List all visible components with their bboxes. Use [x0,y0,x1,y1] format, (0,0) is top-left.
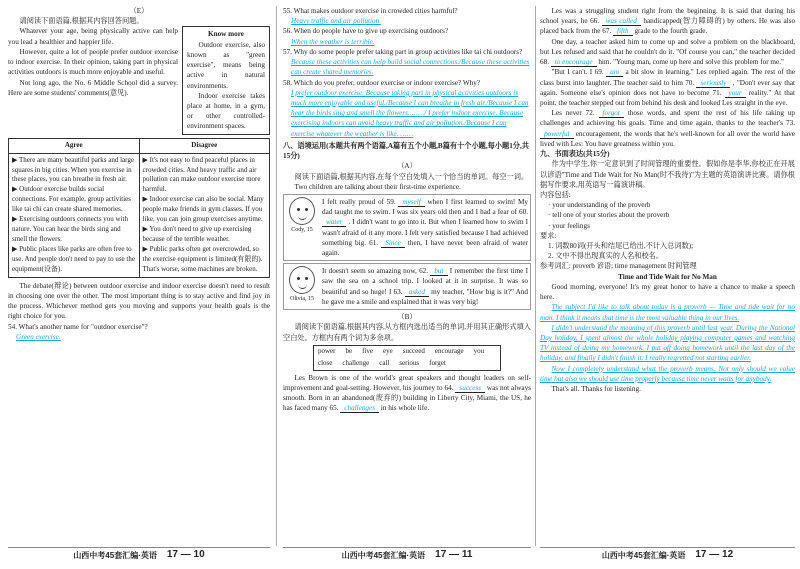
story-text: grade to the fourth grade. [634,27,708,36]
story-text: I remember the first time I saw the sea on a school trip. I looked at it in surprise. It was so beautiful and so huge! I 63. [322,267,529,296]
page-footer [8,547,270,563]
blank-70[interactable]: seriously [696,79,730,88]
agree-item: ▶ Outdoor exercise builds social connections. For example, group activities like tai chi can create shared memories. [12,185,131,214]
word-bank-item: five [362,346,373,355]
agree-item: ▶ Exercising outdoors connects you with nature. You can hear the birds sing and smell the flowers. [12,215,129,244]
story-text: handicapped(智力障碍的) by others. He was also placed back from the 67. [540,17,796,36]
answer-54: Green exercise. [16,332,61,341]
story-text: , "Don't ever say that again. Someone else's opinion does not have to become 71. [540,78,796,97]
column-3 [540,6,795,394]
section-8-title: 八、语境运用(本题共有两个语篇,A篇有五个小题,B篇有十个小题,每小题1分,共15分) [283,141,529,161]
child-face-icon [289,266,315,294]
essay-opening: Good morning, everyone! It's my great honor to have a chance to make a speech here. [540,282,795,302]
disagree-item: ▶ It's not easy to find peaceful places in crowded cities. And heavy traffic and air pollution can make outdoor exercise more harmful. [142,155,261,194]
story-text: reality." At that point, the teacher stepped out from behind his desk and looked Les straight in the eye. [540,88,795,107]
part-b-title: （B） [397,313,417,322]
book-title: 山西中考45套汇编·英语 [601,550,686,560]
question-58: 58. Which do you prefer, outdoor exercise or indoor exercise? Why? [283,78,481,87]
paragraph-b4 [540,67,795,108]
content-bullet: · tell one of your stories about the proverb [548,211,670,220]
word-bank-item: encourage [434,346,464,355]
essay-closing: That's all. Thanks for listening. [551,385,641,394]
know-more-text: Indoor exercise takes place at home, in a gym, or other controlled-environment spaces. [187,91,265,131]
blank-67[interactable]: fifth [613,27,633,36]
know-more-text: Outdoor exercise, also known as "green exercise", means being active in natural environments. [187,40,265,90]
story-text: those words, and spent the rest of his life taking up challenges and achieving his goals. Time and time again, thanks to the teacher's 73. [540,109,796,128]
instruction-a: 阅读下面语篇,根据其内容,在每个空白处填入一个恰当的单词。每空一词。 [294,172,529,181]
story-text: Les was a struggling student right from the beginning. It is said that during his school years, he 66. [540,7,795,26]
disagree-header: Disagree [139,138,270,153]
cody-avatar [286,197,318,258]
requirement-item: 2. 文中不得出现真实的人名和校名。 [548,252,664,261]
story-text: It doesn't seem so amazing now, 62. [322,267,429,276]
blank-66[interactable]: was called [602,17,641,26]
essay-answer: The subject I'd like to talk about today is a proverb — Time and tide wait for no man. I think it means that time is the most valuable thing in our lives. [540,303,795,322]
know-more-title: Know more [207,30,244,39]
content-bullet: · your feelings [548,221,590,230]
blank-64[interactable]: success [455,384,485,393]
page-number: 17 — 12 [695,549,734,561]
olivia-avatar [286,266,318,307]
column-divider [276,6,277,546]
essay-title: Time and Tide Wait for No Man [618,272,717,281]
requirement-item: 1. 词数80词(开头和结尾已给出,不计入总词数); [548,242,694,251]
content-bullet: · your understanding of the proverb [548,201,651,210]
question-55: 55. What makes outdoor exercise in crowded cities harmful? [283,7,458,15]
blank-73[interactable]: powerful [540,130,574,139]
blank-68[interactable]: to encourage [551,58,597,67]
word-bank-item: call [379,358,390,367]
blank-63[interactable]: asked [405,288,429,297]
section-9-title: 九、书面表达(共15分) [540,150,610,159]
story-text: when I first learned to swim! My dad taught me to swim. I was six years old then and I had a fear of 60. [322,197,528,217]
blank-69[interactable]: am [606,68,623,77]
word-bank-item: close [318,358,333,367]
agree-item: ▶ Public places like parks are often free to use. And people don't need to pay to use the equipment(设备). [12,245,135,273]
essay-answer: Now I completely understand what the proverb means. Not only should we value time but also we should use time properly because time never waits for anybody. [540,364,795,383]
question-56: 56. When do people have to give up exercising outdoors? [283,27,449,36]
know-more-box [182,26,270,134]
blank-59[interactable]: myself [398,198,424,207]
word-bank-item: eye [383,346,393,355]
reference-vocab: 参考词汇: proverb 谚语; time management 时间管理 [540,262,697,271]
story-text: "But I can't. I 69. [551,68,604,77]
olivia-story [283,263,531,310]
paragraph: However, quite a lot of people prefer outdoor exercise to indoor exercise. In their opinion, taking part in physical activities outdoors is much more enjoyable and useful. [8,47,178,77]
story-text: him. "Young man, come up here and solve this problem for me." [598,58,784,67]
blank-62[interactable]: but [430,267,447,276]
page-footer [283,547,531,563]
part-a-title: （A） [397,162,417,171]
book-title: 山西中考45套汇编·英语 [341,550,426,560]
paragraph-b3 [540,37,795,68]
disagree-item: ▶ You don't need to give up exercising because of the terrible weather. [142,225,252,244]
paragraph-b5 [540,108,795,149]
intro-a: Two children are talking about their first-time experience. [294,182,461,191]
story-text: Les never 72. [551,109,595,118]
content-label: 内容包括: [540,190,571,199]
story-text: was not always smooth. Born in an abandoned(废弃的) building in Liberty City, Miami, the US, he has faced many 65. [283,383,532,413]
word-bank-item: you [473,346,485,355]
blank-60[interactable]: water [322,218,346,227]
section-e-title: （E） [129,7,149,15]
disagree-item: ▶ Public parks often get overcrowded, so the exercise equipment is limited(有限的). That's worse, some machines are broken. [142,245,263,273]
question-57: 57. Why do some people prefer taking part in group activities like tai chi outdoors? [283,47,523,56]
writing-prompt: 作为中学生,你一定意识到了时间管理的重要性。假如你是李华,你校正在开展以谚语"Time and Tide Wait for No Man(时不我待)"为主题的英语演讲比赛。请你根据写作要求,用英语写一篇演讲稿。 [540,160,795,189]
story-text: a bit slow in learning," Les replied again. The rest of the class burst into laughter. The teacher said to him 70. [540,68,796,87]
page-footer [540,547,795,563]
instruction-b: 请阅读下面语篇,根据其内容,从方框内选出适当的单词,并用其正确形式填入空白处。方框内有两个词为多余项。 [283,323,531,342]
word-bank-item: serious [399,358,420,367]
blank-65[interactable]: challenges [340,404,379,413]
story-text: . I didn't want to go into it. But when I learned how to swim I wasn't afraid of it any more. I felt very satisfied because I had achieved something big. 61. [322,218,528,247]
answer-55: Heavy traffic and air pollution. [291,17,382,26]
disagree-item: ▶ Indoor exercise can also be social. Many people make friends in gym classes. If you like, you can join group exercises anytime. [142,195,264,224]
agree-disagree-table [8,138,270,278]
story-text: in his whole life. [380,404,430,413]
answer-56: When the weather is terrible. [291,37,375,46]
answer-57: Because these activities can help build social connections./Because these activities can create shared memories. [291,58,530,77]
answer-58: I prefer outdoor exercise. Because taking part in physical activities outdoors is much more enjoyable and useful./Because I can breathe in fresh air./Because I can hear the birds sing and smell the flowers. ……/ I prefer indoor exercise. Because exercising indoors can avoid heavy traffic and air pollution./Because I can exercise whatever the weather is like. …… [291,88,529,138]
story-text: One day, a teacher asked him to come up and solve a problem on the blackboard, but Les refused and said that he couldn't do it. "Of course you can," the teacher decided 68. [540,37,795,67]
paragraph-b2 [540,6,795,37]
blank-72[interactable]: forgot [599,109,624,118]
story-text: my teacher, "How big is it?" And he gave me a smile and explained that it was very big! [322,287,529,306]
column-1 [8,6,270,342]
question-54: 54. What's another name for "outdoor exercise"? [8,322,148,331]
story-text: Les Brown is one of the world's great speakers and thought leaders on self-improvement and goal-setting. However, his journey to 64. [283,373,531,392]
paragraph-b1 [283,373,531,414]
word-bank-item: be [345,346,353,355]
word-bank-item: challenge [342,358,370,367]
paragraph: The debate(辩论) between outdoor exercise and indoor exercise doesn't need to result in choosing one over the other. The most important thing is to stay active and find joy in the process. Whichever method gets you moving and supports your health goals is the right choice for you. [8,281,270,321]
page-number: 17 — 11 [435,549,473,561]
story-text: then, I have never been afraid of water again. [322,238,529,258]
blank-61[interactable]: Since [381,239,405,248]
paragraph: Not long ago, the No. 6 Middle School did a survey. Here are some students' comments(意见). [8,78,178,97]
cody-story [283,194,531,261]
word-bank [313,345,501,371]
agree-item: ▶ There are many beautiful parks and large squares in big cities. When you exercise in these places, you can breathe in fresh air. [12,155,134,184]
column-2 [283,6,531,414]
word-bank-item: succeed [402,346,425,355]
blank-71[interactable]: your [725,89,746,98]
book-title: 山西中考45套汇编·英语 [73,550,157,560]
paragraph: Whatever your age, being physically active can help you lead a healthier and happier life. [8,27,178,46]
requirements-label: 要求: [540,231,557,240]
instruction-e: 请阅读下面语篇,根据其内容回答问题。 [19,17,144,26]
agree-header: Agree [9,138,140,153]
word-bank-item: power [318,346,336,355]
olivia-name: Olivia, 15 [290,296,314,303]
word-bank-item: forget [429,358,446,367]
child-face-icon [289,197,315,225]
page-number: 17 — 10 [166,549,205,561]
column-divider [535,6,536,546]
cody-name: Cody, 15 [291,226,313,233]
story-text: encouragement, the words that he's well-known for all over the world have lived with Les: You have greatness within you. [540,129,795,148]
story-text: I felt really proud of 59. [322,197,396,206]
essay-answer: I didn't understand the meaning of this proverb until last year. During the National Day holiday, I spent almost the whole holiday playing computer games and watching TV instead of doing my homework. I put off doing homework until the last day of the holiday, and finally I didn't finish it. I really regretted not starting earlier. [540,323,795,363]
